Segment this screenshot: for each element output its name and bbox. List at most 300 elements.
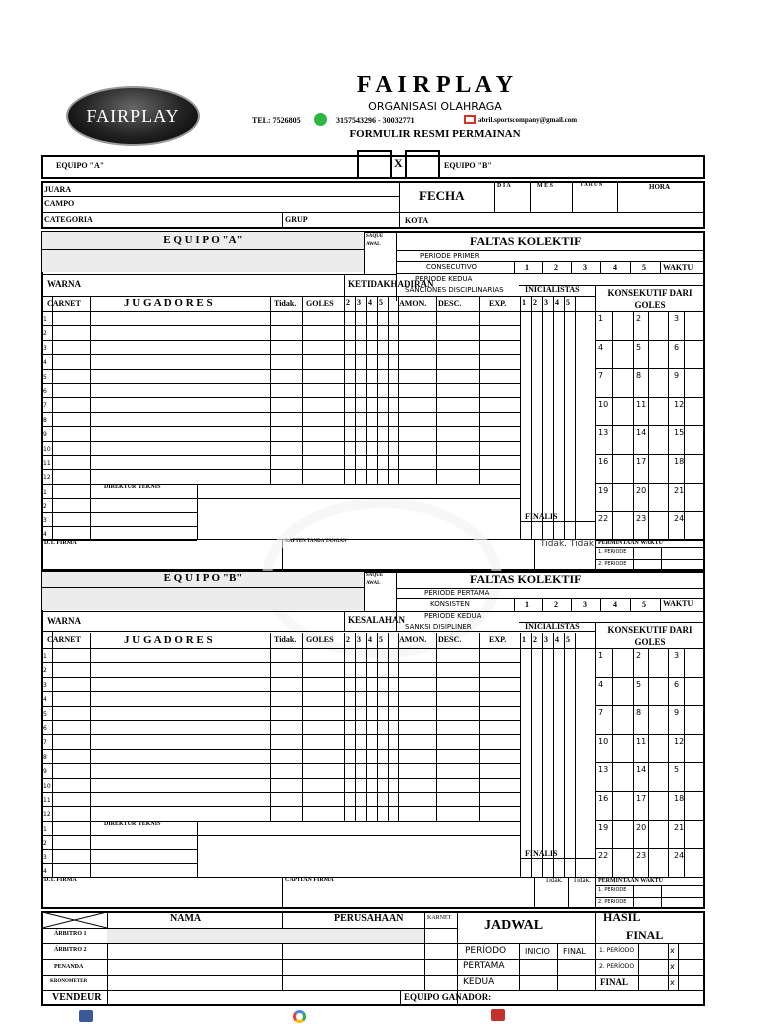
team-b-goal-cell: 18 <box>674 794 685 803</box>
team-b-goal-cell: 2 <box>636 651 642 660</box>
team-b-inicialistas: INICIALISTAS <box>525 622 580 631</box>
arbitro-2: ÁRBITRO 2 <box>54 947 87 953</box>
campo-label: CAMPO <box>44 199 75 208</box>
pertama-row: PERTAMA <box>463 961 505 971</box>
team-a-row-num: 3 <box>43 344 47 352</box>
team-a-row-num: 1 <box>43 316 47 323</box>
team-a-goal-cell: 14 <box>636 428 647 438</box>
team-a-col-line <box>388 296 389 484</box>
score-a-box[interactable] <box>357 150 392 179</box>
team-b-goal-cell: 13 <box>598 765 609 775</box>
team-a-p2: 2. PERIODE <box>598 561 627 567</box>
team-b-title: E Q U I P O "B" <box>163 572 243 584</box>
categoria-label: CATEGORIA <box>44 215 93 224</box>
team-a-faltas: FALTAS KOLEKTIF <box>470 234 582 248</box>
team-a-goal-col <box>668 311 669 540</box>
team-b-row-line <box>41 763 520 764</box>
team-b-row-num: 10 <box>43 782 51 790</box>
team-b-goal-num: 4 <box>368 635 372 644</box>
team-b-staff-line <box>41 835 197 836</box>
team-b-ini-line <box>520 821 521 877</box>
team-b-goal-cell: 5 <box>636 679 642 689</box>
kedua-row: KEDUA <box>463 977 495 987</box>
fecha-label: FECHA <box>419 188 465 203</box>
falta-b-1: 1 <box>525 600 529 609</box>
team-b-row-num: 2 <box>43 667 47 675</box>
team-b-kapten: CAPITAN FIRMA <box>285 877 334 883</box>
team-a-row-line <box>41 469 520 470</box>
team-b-goal-col <box>595 648 596 877</box>
final-col: FINAL <box>563 947 586 956</box>
team-b-goal-cell: 10 <box>598 736 609 746</box>
team-a-konsekutif: KONSEKUTIF DARI GOLES <box>607 288 693 310</box>
amon-col-a: AMON. <box>399 299 427 308</box>
team-b-col-line <box>479 633 480 821</box>
team-a-staff-line <box>197 498 520 499</box>
team-a-col-line <box>436 296 437 484</box>
team-b-row-num: 6 <box>43 725 47 732</box>
dia-label: D I A <box>497 183 511 189</box>
hasil-title: HASIL <box>603 910 641 924</box>
falta-b-3: 3 <box>583 600 587 609</box>
team-a-col-line <box>479 296 480 484</box>
falta-b-2: 2 <box>554 600 558 609</box>
gmail-icon <box>464 115 476 124</box>
team-b-goal-num: 3 <box>357 635 361 644</box>
team-a-goal-line <box>595 540 705 541</box>
mes-label: M E S <box>537 183 554 189</box>
team-a-goal-num: 5 <box>379 298 383 307</box>
team-b-ini-num: 3 <box>544 635 548 644</box>
team-b-row-line <box>41 792 520 793</box>
team-a-goal-cell: 13 <box>598 428 609 438</box>
jugadores-col-b: J U G A D O R E S <box>124 634 213 646</box>
team-a-col-line <box>377 296 378 484</box>
team-a-staff-col <box>90 484 91 540</box>
team-b-row-num: 11 <box>43 797 51 804</box>
amon-col-b: AMON. <box>399 635 427 644</box>
team-b-row-num: 8 <box>43 753 47 761</box>
team-b-row-num: 1 <box>43 653 47 660</box>
team-a-goal-cell: 4 <box>598 342 604 352</box>
team-b-row-num: 3 <box>43 681 47 689</box>
team-a-kapten: KAPTEN TANDA TANGAN <box>285 539 347 544</box>
team-b-goal-cell: 14 <box>636 765 647 775</box>
team-b-ini-line <box>542 633 543 877</box>
desc-col-b: DESC. <box>438 635 462 644</box>
team-a-ini-num: 4 <box>555 298 559 307</box>
team-b-periode1: PERIODE PERTAMA <box>424 589 490 597</box>
versus-x: X <box>394 156 403 170</box>
whatsapp-icon <box>314 113 327 126</box>
team-b-goal-num: 5 <box>379 635 383 644</box>
team-a-goal-cell: 16 <box>598 457 609 466</box>
team-a-periode2: PERIODE KEDUA <box>415 275 473 283</box>
juara-label: JUARA <box>44 185 72 194</box>
team-a-waktu: WAKTU <box>663 263 694 272</box>
team-b-goal-num: 2 <box>346 635 350 644</box>
team-a-goal-cell: 10 <box>598 399 609 409</box>
team-b-row-line <box>41 720 520 721</box>
team-a-col-line <box>270 296 271 484</box>
team-a-saque: SAQUE AWAL <box>366 234 384 247</box>
team-a-ini-num: 5 <box>566 298 570 307</box>
team-a-row-num: 8 <box>43 416 47 424</box>
team-b-goal-cell: 4 <box>598 679 604 689</box>
team-b-col-line <box>302 633 303 821</box>
team-a-goal-col <box>595 311 596 540</box>
team-b-ini-num: 4 <box>555 635 559 644</box>
team-b-staff-line <box>41 877 197 878</box>
team-a-goal-col <box>633 311 634 540</box>
team-a-row-line <box>41 397 520 398</box>
tahun-label: T A H U N <box>580 183 603 188</box>
team-a-ketidakhadiran: KETIDAKHADIRAN <box>348 279 434 289</box>
team-a-row-num: 10 <box>43 445 51 453</box>
goles-col-b: GOLES <box>306 635 334 644</box>
team-b-konsekutif: KONSEKUTIF DARI GOLES <box>607 625 693 647</box>
team-a-row-num: 12 <box>43 474 51 482</box>
team-a-goal-cell: 11 <box>636 399 647 409</box>
team-a-goal-cell: 17 <box>636 457 647 466</box>
team-b-sanciones: SANKSI DISIPLINER <box>405 623 472 631</box>
facebook-icon[interactable] <box>79 1010 93 1022</box>
team-a-goal-cell: 22 <box>598 514 609 524</box>
team-b-staff-col <box>90 821 91 877</box>
team-a-ini-num: 1 <box>522 298 526 307</box>
vendeur-label: VENDEUR <box>52 992 102 1003</box>
team-a-ini-line <box>542 296 543 540</box>
penanda: PENANDA <box>54 964 84 970</box>
team-a-sanciones: SANCIONES DISCIPLINARIAS <box>405 286 504 294</box>
team-a-staff-line <box>41 540 197 541</box>
jugadores-col-a: J U G A D O R E S <box>124 297 213 309</box>
team-a-periode1: PERIODE PRIMER <box>420 252 480 260</box>
team-b-row-num: 12 <box>43 811 51 819</box>
team-a-goal-cell: 2 <box>636 314 642 323</box>
finalis-b: FINALIS <box>525 849 558 858</box>
hasil-p1: 1. PERÍODO <box>599 947 635 954</box>
team-b-col-line <box>388 633 389 821</box>
team-a-goal-col <box>684 311 685 540</box>
hasil-final: FINAL <box>600 977 629 987</box>
team-b-staff-col <box>197 821 198 877</box>
team-a-ini-line <box>553 296 554 540</box>
team-a-row-line <box>41 354 520 355</box>
team-a-col-line <box>90 296 91 484</box>
team-b-row-line <box>41 691 520 692</box>
team-b-p2: 2. PERIODE <box>598 899 627 905</box>
team-b-goal-cell: 19 <box>598 822 609 832</box>
team-b-goal-cell: 8 <box>636 708 642 718</box>
team-a-permintaan: PERMINTAAN WAKTU <box>598 540 663 546</box>
team-b-goal-cell: 16 <box>598 794 609 803</box>
team-b-goal-col <box>648 648 649 877</box>
team-b-ini-num: 1 <box>522 635 526 644</box>
team-b-row-num: 7 <box>43 739 47 747</box>
team-b-staff-num: 3 <box>43 853 47 861</box>
team-b-col-line <box>344 633 345 821</box>
logo-text: FAIRPLAY <box>86 106 180 126</box>
team-b-goal-line <box>595 877 705 878</box>
team-b-goal-cell: 6 <box>674 679 680 689</box>
team-b-finalis-line <box>520 858 595 859</box>
fairplay-logo <box>66 86 200 146</box>
team-b-goal-col <box>684 648 685 877</box>
team-a-warna: WARNA <box>47 279 82 289</box>
perusahaan-header: PERUSAHAAN <box>334 913 404 924</box>
team-a-ini-line <box>520 484 521 540</box>
team-b-permintaan: PERMINTAAN WAKTU <box>598 878 663 884</box>
team-a-goal-cell: 19 <box>598 485 609 495</box>
team-a-staff-num: 2 <box>43 502 47 510</box>
team-b-p1: 1. PERIODE <box>598 887 627 893</box>
team-b-goal-cell: 7 <box>598 708 604 718</box>
team-b-row-num: 9 <box>43 768 47 776</box>
team-b-staff-num: 2 <box>43 839 47 847</box>
nama-header: NAMA <box>170 913 202 924</box>
team-a-goal-cell: 6 <box>674 342 680 352</box>
team-b-tidak-2: Tidak. <box>573 876 591 884</box>
team-a-row-num: 6 <box>43 388 47 395</box>
team-a-goal-cell: 9 <box>674 371 680 381</box>
team-a-goal-cell: 12 <box>674 399 685 409</box>
team-b-row-line <box>41 821 520 822</box>
team-b-ini-line <box>553 633 554 877</box>
team-b-row-line <box>41 806 520 807</box>
team-b-col-line <box>377 633 378 821</box>
team-b-row-line <box>41 677 520 678</box>
team-a-staff-col <box>197 484 198 540</box>
hasil-p2: 2. PERÍODO <box>599 963 635 970</box>
hasil-x-2: x <box>670 962 675 971</box>
team-b-goal-col <box>633 648 634 877</box>
team-a-staff-num: 1 <box>43 488 47 496</box>
match-info <box>41 181 705 229</box>
arbitro-1: ÁRBITRO 1 <box>54 931 87 937</box>
team-a-goal-col <box>612 311 613 540</box>
team-a-staff-line <box>41 512 197 513</box>
team-a-row-line <box>41 455 520 456</box>
team-a-staff-line <box>41 498 197 499</box>
falta-a-2: 2 <box>554 263 558 272</box>
team-a-col-line <box>520 296 521 484</box>
carnet-col-b: CARNET <box>47 635 81 644</box>
team-b-row-line <box>41 706 520 707</box>
inicio-col: INICIO <box>525 947 550 956</box>
team-a-goal-num: 2 <box>346 298 350 307</box>
team-b-col-line <box>366 633 367 821</box>
team-a-ini-num: 3 <box>544 298 548 307</box>
team-a-row-num: 5 <box>43 373 47 381</box>
team-a-goal-num: 4 <box>368 298 372 307</box>
team-b-faltas: FALTAS KOLEKTIF <box>470 572 582 586</box>
team-b-goal-cell: 12 <box>674 736 685 746</box>
team-a-goal-cell: 3 <box>674 314 680 323</box>
page-subtitle: ORGANISASI OLAHRAGA <box>368 100 502 113</box>
email-text: abril.sportscompany@gmail.com <box>478 116 578 124</box>
team-b-col-line <box>398 633 399 821</box>
team-a-staff-num: 3 <box>43 516 47 524</box>
hasil-x-3: x <box>670 978 675 987</box>
team-b-goal-cell: 20 <box>636 822 647 832</box>
team-b-staff-line <box>197 835 520 836</box>
team-a-goal-cell: 23 <box>636 514 647 524</box>
team-a-row-line <box>41 426 520 427</box>
team-a-goal-cell: 20 <box>636 485 647 495</box>
team-a-goal-num: 3 <box>357 298 361 307</box>
team-b-goal-col <box>668 648 669 877</box>
kota-label: KOTA <box>405 216 428 225</box>
team-b-row-num: 5 <box>43 710 47 718</box>
team-b-kesalahan: KESALAHAN <box>348 615 406 625</box>
team-a-row-num: 11 <box>43 460 51 467</box>
team-b-col-line <box>90 633 91 821</box>
team-b-row-line <box>41 749 520 750</box>
team-b-goal-cell: 5 <box>674 765 680 775</box>
team-b-staff-line <box>41 863 197 864</box>
team-b-col-line <box>355 633 356 821</box>
team-a-goal-cell: 15 <box>674 428 685 438</box>
team-b-tidak-1: Tidak. <box>545 876 563 884</box>
team-b-consecutivo: KONSISTEN <box>430 600 470 608</box>
jadwal-title: JADWAL <box>484 918 544 933</box>
team-b-goal-cell: 9 <box>674 708 680 718</box>
tidak-col-a: Tidak. <box>274 299 297 308</box>
team-b-goal-cell: 21 <box>674 822 685 832</box>
team-b-col-line <box>436 633 437 821</box>
team-a-ini-line <box>531 296 532 540</box>
team-b-goal-cell: 23 <box>636 851 647 861</box>
team-b-row-num: 4 <box>43 696 47 704</box>
team-a-row-line <box>41 412 520 413</box>
team-a-row-num: 9 <box>43 431 47 439</box>
team-a-finalis-line <box>520 521 595 522</box>
team-a-goal-col <box>648 311 649 540</box>
direktur-b: DIREKTUR TEKNIS <box>104 821 161 827</box>
team-a-row-line <box>41 484 520 485</box>
team-a-tidak: Tidak. Tidak. <box>540 539 597 549</box>
team-b-staff-num: 4 <box>43 867 47 875</box>
equipo-ganador: EQUIPO GANADOR: <box>404 992 492 1002</box>
equipo-a-label: EQUIPO "A" <box>56 161 105 170</box>
team-a-ini-line <box>564 296 565 540</box>
team-a-row-line <box>41 340 520 341</box>
youtube-icon[interactable] <box>491 1009 505 1021</box>
falta-a-3: 3 <box>583 263 587 272</box>
phone-text: 3157543296 - 30032771 <box>336 116 415 125</box>
team-a-dt-firma: D.T. FIRMA <box>44 540 77 546</box>
team-a-col-line <box>366 296 367 484</box>
hasil-final-title: FINAL <box>626 928 664 942</box>
team-a-row-num: 4 <box>43 359 47 367</box>
kronometer: KRONOMETER <box>50 979 88 984</box>
team-b-warna: WARNA <box>47 616 82 626</box>
team-a-goal-cell: 1 <box>598 314 604 323</box>
hora-label: HORA <box>649 183 670 191</box>
team-a-p1: 1. PERIODE <box>598 549 627 555</box>
team-b-goal-cell: 3 <box>674 651 680 660</box>
tel-text: TEL: 7526805 <box>252 116 301 125</box>
falta-a-1: 1 <box>525 263 529 272</box>
team-a-staff-num: 4 <box>43 530 47 538</box>
score-b-box[interactable] <box>405 150 440 179</box>
team-a-consecutivo: CONSECUTIVO <box>426 263 478 271</box>
falta-a-5: 5 <box>642 263 646 272</box>
team-b-dt-firma: D.T. FIRMA <box>44 877 77 883</box>
team-a-col-line <box>302 296 303 484</box>
team-a-row-num: 2 <box>43 330 47 338</box>
team-a-row-line <box>41 325 520 326</box>
google-icon[interactable] <box>293 1010 306 1023</box>
team-b-ini-line <box>531 633 532 877</box>
team-a-row-num: 7 <box>43 402 47 410</box>
team-a-ini-line <box>575 296 576 540</box>
team-b-goal-cell: 24 <box>674 851 685 861</box>
team-b-col-line <box>520 633 521 821</box>
team-b-goal-cell: 11 <box>636 736 647 746</box>
equipo-b-label: EQUIPO "B" <box>444 161 492 170</box>
crossed-header-cell <box>42 912 107 928</box>
team-a-ini-num: 2 <box>533 298 537 307</box>
team-a-title: E Q U I P O "A" <box>163 234 243 246</box>
falta-a-4: 4 <box>613 263 617 272</box>
team-b-row-line <box>41 778 520 779</box>
karnet-header: KARNET <box>427 915 452 921</box>
team-b-staff-num: 1 <box>43 825 47 833</box>
team-a-goal-cell: 18 <box>674 457 685 466</box>
falta-b-5: 5 <box>642 600 646 609</box>
falta-b-4: 4 <box>613 600 617 609</box>
team-b-col-line <box>270 633 271 821</box>
team-b-periode2: PERIODE KEDUA <box>424 612 482 620</box>
team-b-ini-num: 2 <box>533 635 537 644</box>
team-a-col-line <box>355 296 356 484</box>
hasil-x-1: x <box>670 946 675 955</box>
periodo-col: PERÍODO <box>465 946 507 956</box>
grup-label: GRUP <box>285 215 308 224</box>
direktur-a: DIREKTUR TEKNIS <box>104 484 161 490</box>
team-b-row-line <box>41 734 520 735</box>
team-a-goal-cell: 5 <box>636 342 642 352</box>
team-b-ini-num: 5 <box>566 635 570 644</box>
carnet-col-a: CARNET <box>47 299 81 308</box>
team-a-row-line <box>41 441 520 442</box>
page-title: F A I R P L A Y <box>356 72 514 98</box>
team-a-inicialistas: INICIALISTAS <box>525 285 580 294</box>
team-b-goal-col <box>612 648 613 877</box>
exp-col-b: EXP. <box>489 635 507 644</box>
team-b-ini-line <box>575 633 576 877</box>
team-b-saque: SAQUE AWAL <box>366 573 384 586</box>
team-b-staff-line <box>41 849 197 850</box>
team-b-goal-cell: 1 <box>598 651 604 660</box>
team-b-goal-cell: 22 <box>598 851 609 861</box>
form-title: FORMULIR RESMI PERMAINAN <box>349 128 521 140</box>
finalis-a: FINALIS <box>525 512 558 521</box>
team-a-col-line <box>398 296 399 484</box>
team-a-staff-line <box>41 526 197 527</box>
goles-col-a: GOLES <box>306 299 334 308</box>
team-a-goal-cell: 8 <box>636 371 642 381</box>
tidak-col-b: Tidak. <box>274 635 297 644</box>
team-a-row-line <box>41 383 520 384</box>
team-b-waktu: WAKTU <box>663 599 694 608</box>
team-b-goal-cell: 17 <box>636 794 647 803</box>
exp-col-a: EXP. <box>489 299 507 308</box>
team-b-ini-line <box>564 633 565 877</box>
team-a-col-line <box>344 296 345 484</box>
